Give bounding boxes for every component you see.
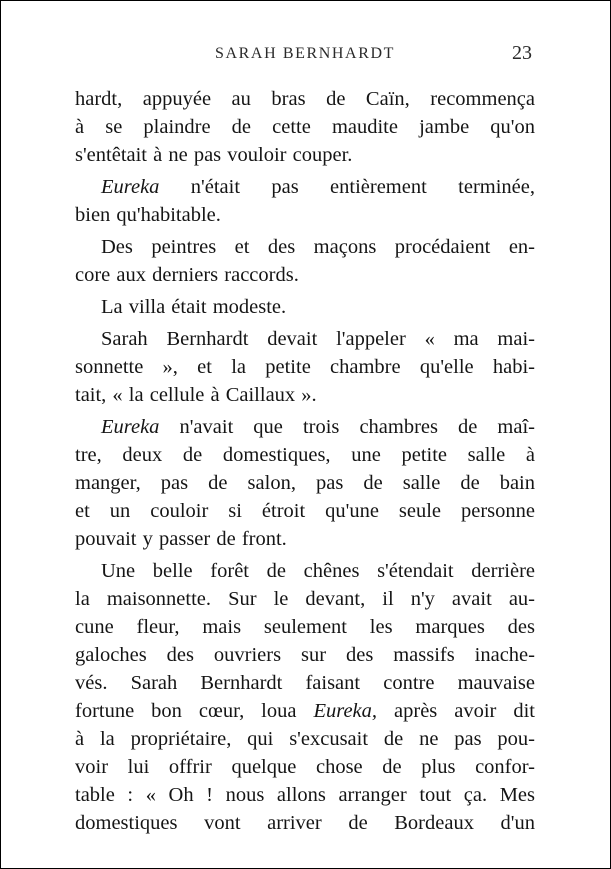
text-line: galoches des ouvriers sur des massifs inache-	[75, 644, 535, 666]
text-line: à la propriétaire, qui s'excusait de ne pas pou-	[75, 728, 535, 750]
text-line: tait, « la cellule à Caillaux ».	[75, 384, 317, 406]
text-line: Eureka n'était pas entièrement terminée,	[101, 176, 535, 198]
text-line: La villa était modeste.	[101, 296, 287, 318]
italic-title: Eureka	[101, 176, 160, 198]
text-line: Une belle forêt de chênes s'étendait derrière	[101, 560, 535, 582]
text-line: et un couloir si étroit qu'une seule personne	[75, 500, 535, 522]
text-line: Sarah Bernhardt devait l'appeler « ma mai-	[101, 328, 535, 350]
text-line: pouvait y passer de front.	[75, 528, 287, 550]
text-line: sonnette », et la petite chambre qu'elle habi-	[75, 356, 535, 378]
text-line: bien qu'habitable.	[75, 204, 221, 226]
text-line: s'entêtait à ne pas vouloir couper.	[75, 144, 353, 166]
running-title: SARAH BERNHARDT	[215, 45, 396, 62]
text-line: fortune bon cœur, loua Eureka, après avoir dit	[75, 700, 535, 722]
text-line: la maisonnette. Sur le devant, il n'y avait au-	[75, 588, 535, 610]
text-line: cune fleur, mais seulement les marques des	[75, 616, 535, 638]
body-text	[75, 85, 535, 837]
text-line: core aux derniers raccords.	[75, 264, 299, 286]
page-number: 23	[512, 42, 532, 64]
text-line: hardt, appuyée au bras de Caïn, recommença	[75, 88, 535, 110]
text-line: voir lui offrir quelque chose de plus confor-	[75, 756, 535, 778]
text-line: tre, deux de domestiques, une petite salle à	[75, 444, 535, 466]
text-line: manger, pas de salon, pas de salle de bain	[75, 472, 535, 494]
italic-title: Eureka	[101, 416, 160, 438]
text-line: à se plaindre de cette maudite jambe qu'on	[75, 116, 535, 138]
text-line: vés. Sarah Bernhardt faisant contre mauvaise	[75, 672, 535, 694]
italic-title: Eureka,	[313, 700, 378, 722]
text-line: domestiques vont arriver de Bordeaux d'un	[75, 812, 535, 834]
text-line: Eureka n'avait que trois chambres de maî-	[101, 416, 535, 438]
text-line: Des peintres et des maçons procédaient en-	[101, 236, 535, 258]
text-line: table : « Oh ! nous allons arranger tout ça. Mes	[75, 784, 535, 806]
